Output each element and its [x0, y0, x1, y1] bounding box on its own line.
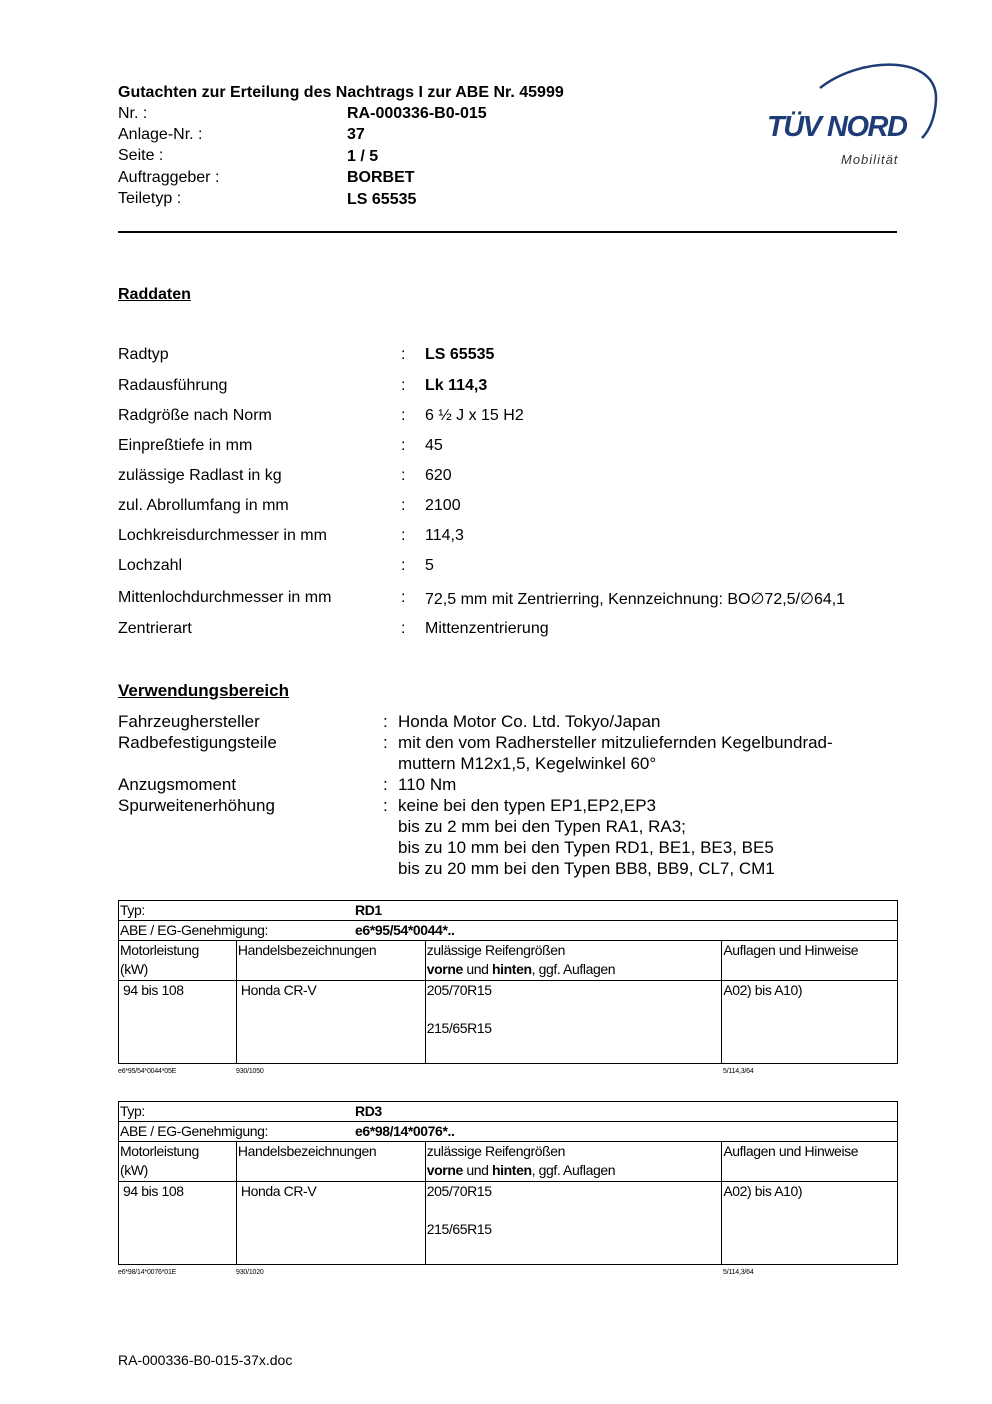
abe-value: e6*98/14*0076*.. — [355, 1123, 455, 1139]
col-header-motor: Motorleistung (kW) — [119, 941, 237, 981]
col-header-reifen: zulässige Reifengrößen vorne und hinten, ggf. Auflagen — [425, 1142, 722, 1182]
raddaten-value: Lk 114,3 — [425, 377, 488, 394]
document-title: Gutachten zur Erteilung des Nachtrags I zur ABE Nr. 45999 — [118, 84, 564, 101]
verwendung-value: keine bei den typen EP1,EP2,EP3 — [398, 796, 657, 815]
footer-filename: RA-000336-B0-015-37x.doc — [118, 1352, 293, 1368]
raddaten-value: 2100 — [425, 497, 461, 514]
verwendung-value: mit den vom Radhersteller mitzuliefernden Kegelbundrad- — [398, 733, 833, 752]
raddaten-label: Lochkreisdurchmesser in mm — [118, 527, 327, 544]
verwendung-value: 110 Nm — [398, 775, 457, 794]
col-header-auflagen: Auflagen und Hinweise — [722, 1142, 898, 1182]
abe-value: e6*95/54*0044*.. — [355, 922, 455, 938]
verwendung-label: Radbefestigungsteile — [118, 733, 277, 752]
logo-wordmark: TÜV NORD — [767, 111, 907, 143]
typ-value: RD1 — [355, 902, 382, 918]
col-header-motor: Motorleistung (kW) — [119, 1142, 237, 1182]
raddaten-value: 5 — [425, 557, 434, 574]
abe-label: ABE / EG-Genehmigung: — [120, 922, 269, 938]
table-footnote: e6*95/54*0044*05E — [118, 1068, 177, 1075]
raddaten-label: Lochzahl — [118, 557, 183, 574]
raddaten-label: Einpreßtiefe in mm — [118, 437, 253, 454]
raddaten-value: 114,3 — [425, 527, 464, 544]
header-label-auftraggeber: Auftraggeber : — [118, 169, 220, 186]
header-value-auftraggeber: BORBET — [347, 169, 415, 186]
header-value-nr: RA-000336-B0-015 — [347, 105, 487, 122]
header-value-seite: 1 / 5 — [347, 148, 379, 165]
raddaten-label: Radausführung — [118, 377, 228, 394]
header-label-nr: Nr. : — [118, 105, 148, 122]
vehicle-table-rd1 — [118, 900, 898, 1064]
header-divider — [118, 231, 897, 233]
raddaten-label: Radgröße nach Norm — [118, 407, 272, 424]
cell-reifen: 205/70R15 215/65R15 — [425, 981, 722, 1064]
verwendung-value: Honda Motor Co. Ltd. Tokyo/Japan — [398, 712, 661, 731]
cell-motor: 94 bis 108 — [119, 981, 237, 1064]
header-value-anlage: 37 — [347, 126, 365, 143]
typ-value: RD3 — [355, 1103, 382, 1119]
raddaten-value: 72,5 mm mit Zentrierring, Kennzeichnung: BO∅72,5/∅64,1 — [425, 591, 846, 608]
cell-auflagen: A02) bis A10) — [722, 981, 898, 1064]
raddaten-label: zulässige Radlast in kg — [118, 467, 282, 484]
verwendung-title: Verwendungsbereich — [118, 681, 289, 700]
cell-handel: Honda CR-V — [236, 1182, 425, 1265]
table-footnote: e6*98/14*0076*01E — [118, 1269, 177, 1276]
header-label-seite: Seite : — [118, 147, 164, 164]
cell-reifen: 205/70R15 215/65R15 — [425, 1182, 722, 1265]
raddaten-value: Mittenzentrierung — [425, 620, 549, 637]
raddaten-title: Raddaten — [118, 286, 191, 303]
typ-label: Typ: — [120, 902, 145, 918]
typ-cell — [119, 1102, 898, 1122]
col-header-auflagen: Auflagen und Hinweise — [722, 941, 898, 981]
cell-auflagen: A02) bis A10) — [722, 1182, 898, 1265]
raddaten-value: 6 ½ J x 15 H2 — [425, 407, 524, 424]
typ-label: Typ: — [120, 1103, 145, 1119]
abe-cell — [119, 921, 898, 941]
table-footnote: 5/114,3/64 — [723, 1068, 754, 1075]
verwendung-label: Anzugsmoment — [118, 775, 237, 794]
verwendung-value: bis zu 2 mm bei den Typen RA1, RA3; — [398, 817, 686, 836]
logo-subtitle: Mobilität — [841, 152, 899, 167]
raddaten-value: LS 65535 — [425, 346, 495, 363]
col-header-handel: Handelsbezeichnungen — [236, 1142, 425, 1182]
header-value-teiletyp: LS 65535 — [347, 191, 417, 208]
verwendung-value: bis zu 10 mm bei den Typen RD1, BE1, BE3, BE5 — [398, 838, 774, 857]
verwendung-value: bis zu 20 mm bei den Typen BB8, BB9, CL7, CM1 — [398, 859, 775, 878]
raddaten-label: Mittenlochdurchmesser in mm — [118, 589, 332, 606]
raddaten-label: Radtyp — [118, 346, 169, 363]
raddaten-value: 620 — [425, 467, 452, 484]
abe-label: ABE / EG-Genehmigung: — [120, 1123, 269, 1139]
table-footnote: 930/1050 — [236, 1068, 264, 1075]
verwendung-value: muttern M12x1,5, Kegelwinkel 60° — [398, 754, 657, 773]
header-label-anlage: Anlage-Nr. : — [118, 126, 203, 143]
cell-handel: Honda CR-V — [236, 981, 425, 1064]
table-footnote: 5/114,3/64 — [723, 1269, 754, 1276]
raddaten-label: Zentrierart — [118, 620, 192, 637]
verwendung-label: Fahrzeughersteller — [118, 712, 260, 731]
verwendung-label: Spurweitenerhöhung — [118, 796, 275, 815]
cell-motor: 94 bis 108 — [119, 1182, 237, 1265]
vehicle-table-rd3 — [118, 1101, 898, 1265]
table-footnote: 930/1020 — [236, 1269, 264, 1276]
col-header-handel: Handelsbezeichnungen — [236, 941, 425, 981]
header-label-teiletyp: Teiletyp : — [118, 190, 182, 207]
abe-cell — [119, 1122, 898, 1142]
col-header-reifen: zulässige Reifengrößen vorne und hinten, ggf. Auflagen — [425, 941, 722, 981]
raddaten-value: 45 — [425, 437, 443, 454]
typ-cell — [119, 901, 898, 921]
raddaten-label: zul. Abrollumfang in mm — [118, 497, 289, 514]
